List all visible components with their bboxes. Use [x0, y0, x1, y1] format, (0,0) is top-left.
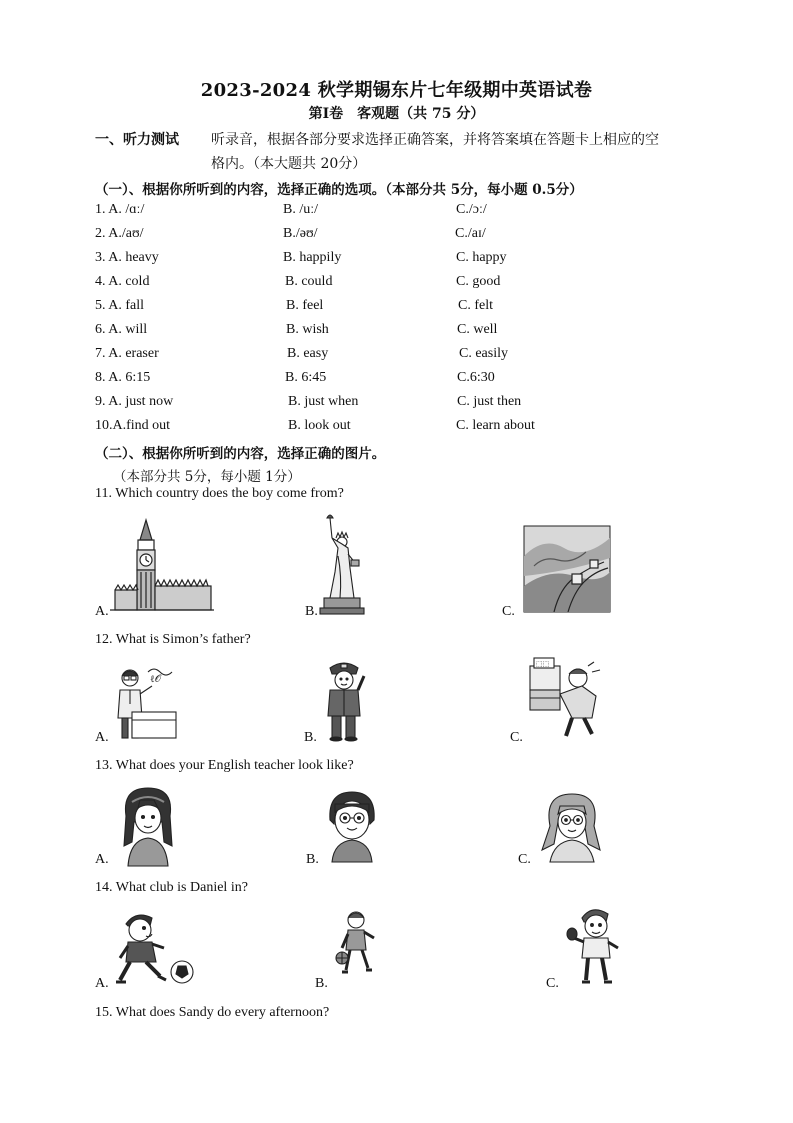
choice-label-c: C. — [502, 604, 515, 619]
choice-label-a: A. — [95, 852, 109, 867]
part1-heading-text: （一）、根据你所听到的内容，选择正确的选项。（本部分共 5分，每小题 0.5分） — [95, 182, 583, 198]
football-player-image — [114, 910, 196, 988]
question-text: 15. What does Sandy do every afternoon? — [95, 1005, 330, 1020]
great-wall-image — [524, 526, 610, 612]
option-a: 1. A. /ɑː/ — [95, 202, 145, 217]
basketball-player-image — [334, 910, 378, 982]
option-c: C. good — [456, 274, 501, 289]
choice-label-b: B. — [315, 976, 328, 991]
choice-label-a: A. — [95, 976, 109, 991]
option-a: 5. A. fall — [95, 298, 144, 313]
statue-of-liberty-image — [318, 516, 374, 616]
long-hair-glasses-image — [540, 792, 606, 862]
part2-heading-text: （二）、根据你所听到的内容，选择正确的图片。 — [95, 446, 386, 462]
choice-label-c: C. — [518, 852, 531, 867]
option-a: 9. A. just now — [95, 394, 174, 409]
option-c: C.6:30 — [457, 370, 495, 385]
option-b: B. feel — [286, 298, 324, 313]
option-a: 8. A. 6:15 — [95, 370, 151, 385]
teacher-image — [112, 664, 178, 742]
option-a: 10.A.find out — [95, 418, 171, 433]
part2-heading — [95, 442, 385, 462]
police-officer-image — [322, 660, 366, 742]
option-b: B. 6:45 — [285, 370, 327, 385]
option-c: C./aɪ/ — [455, 226, 486, 241]
part2-note: （本部分共 5分，每小题 1分） — [113, 469, 301, 485]
option-c: C./ɔː/ — [456, 202, 487, 217]
question-text: 13. What does your English teacher look like? — [95, 758, 354, 773]
long-hair-woman-image — [116, 786, 178, 866]
option-c: C. well — [457, 322, 498, 337]
option-c: C. learn about — [456, 418, 535, 433]
choice-label-b: B. — [306, 852, 319, 867]
choice-label-b: B. — [304, 730, 317, 745]
question-text: 12. What is Simon’s father? — [95, 632, 251, 647]
short-hair-glasses-image — [326, 790, 378, 862]
choice-label-c: C. — [546, 976, 559, 991]
choice-label-a: A. — [95, 730, 109, 745]
option-b: B. wish — [286, 322, 329, 337]
option-b: B./əʊ/ — [283, 226, 318, 241]
option-b: B. easy — [287, 346, 329, 361]
option-a: 7. A. eraser — [95, 346, 159, 361]
option-b: B. just when — [288, 394, 359, 409]
exam-title: 2023-2024 秋学期锡东片七年级期中英语试卷 — [200, 80, 593, 101]
option-a: 6. A. will — [95, 322, 148, 337]
choice-label-a: A. — [95, 604, 109, 619]
exam-subtitle: 第Ⅰ卷 客观题（共 75 分） — [308, 106, 485, 122]
delivery-worker-image — [526, 656, 606, 742]
question-text: 14. What club is Daniel in? — [95, 880, 248, 895]
option-c: C. just then — [457, 394, 522, 409]
svg-text:⬚⬚: ⬚⬚ — [536, 660, 550, 668]
option-a: 4. A. cold — [95, 274, 150, 289]
section-instructions-line2: 格内。（本大题共 20分） — [211, 156, 367, 172]
option-a: 3. A. heavy — [95, 250, 159, 265]
option-a: 2. A./aʊ/ — [95, 226, 144, 241]
option-c: C. felt — [458, 298, 493, 313]
section-listening-label: 一、听力测试 — [95, 132, 179, 148]
option-c: C. easily — [459, 346, 508, 361]
option-b: B. happily — [283, 250, 342, 265]
svg-text:ℓ𝒪: ℓ𝒪 — [150, 674, 162, 685]
option-b: B. could — [285, 274, 333, 289]
table-tennis-player-image — [566, 906, 622, 986]
question-text: 11. Which country does the boy come from? — [95, 486, 344, 501]
option-b: B. look out — [288, 418, 351, 433]
choice-label-c: C. — [510, 730, 523, 745]
big-ben-image — [110, 520, 214, 612]
choice-label-b: B. — [305, 604, 318, 619]
part1-heading — [95, 178, 583, 198]
section-instructions-line1: 听录音，根据各部分要求选择正确答案，并将答案填在答题卡上相应的空 — [211, 132, 659, 148]
option-c: C. happy — [456, 250, 507, 265]
option-b: B. /uː/ — [283, 202, 319, 217]
